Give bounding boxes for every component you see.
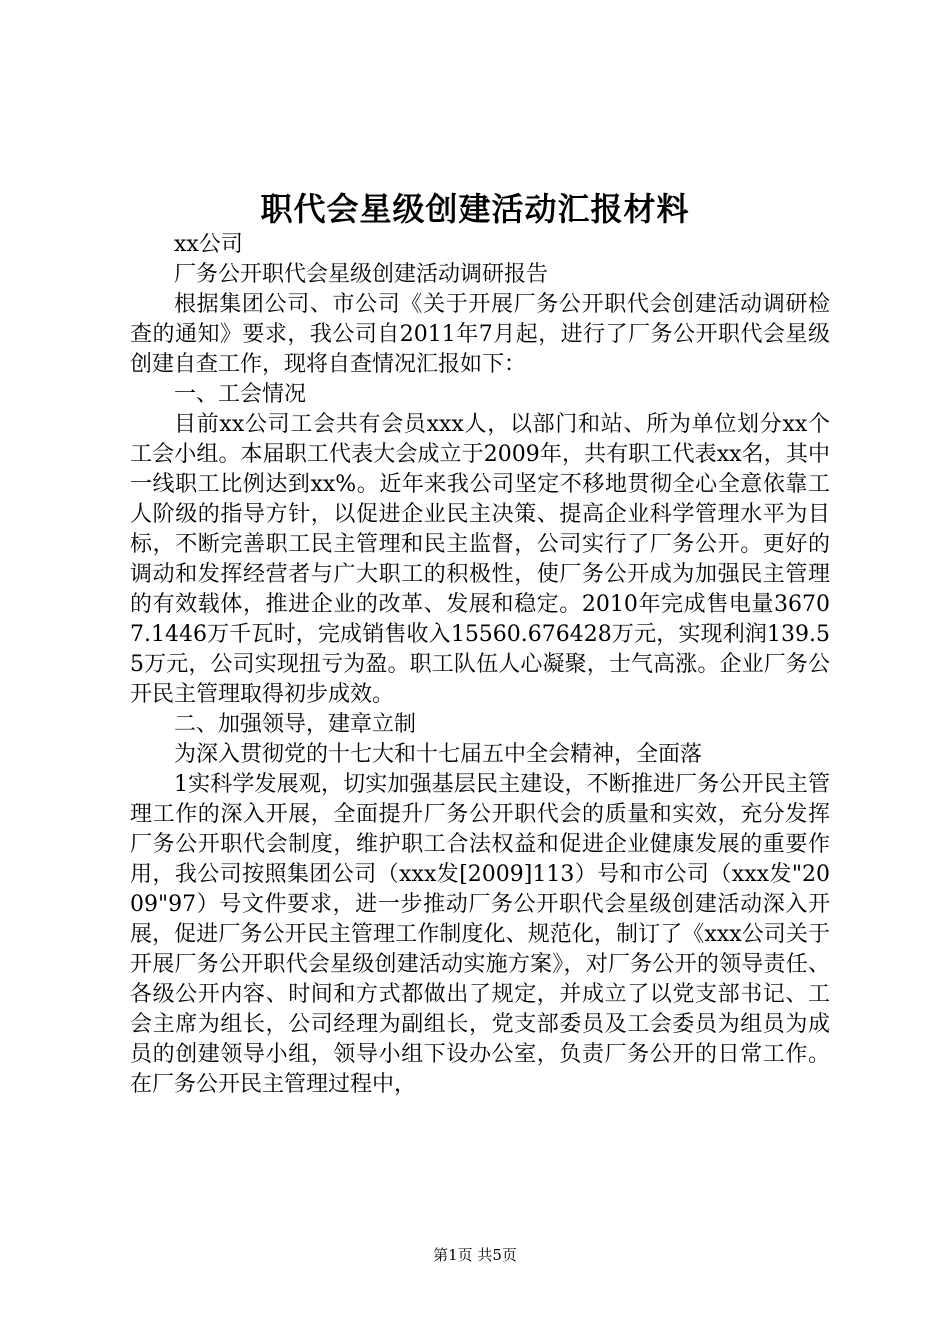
- page-number-footer: 第1页 共5页: [433, 1246, 517, 1264]
- paragraph-company: xx公司: [174, 232, 243, 257]
- paragraph-leadership-body: 1实科学发展观，切实加强基层民主建设，不断推进厂务公开民主管理工作的深入开展，全面提升厂务公开职代会的质量和实效，充分发挥厂务公开职代会制度，维护职工合法权益和促进企业健康发展的重要作用，我公司按照集团公司（xxx发[2009]113）号和市公司（xxx发"2009"97）号文件要求，进一步推动厂务公开职代会星级创建活动深入开展，促进厂务公开民主管理工作制度化、规范化，制订了《xxx公司关于开展厂务公开职代会星级创建活动实施方案》，对厂务公开的领导责任、各级公开内容、时间和方式都做出了规定，并成立了以党支部书记、工会主席为组长，公司经理为副组长，党支部委员及工会委员为组员为成员的创建领导小组，领导小组下设办公室，负责厂务公开的日常工作。在厂务公开民主管理过程中，: [130, 772, 830, 1097]
- document-title: 职代会星级创建活动汇报材料: [260, 190, 690, 228]
- document-body: [130, 230, 830, 1100]
- paragraph-union-situation: 目前xx公司工会共有会员xxx人，以部门和站、所为单位划分xx个工会小组。本届职工代表大会成立于2009年，共有职工代表xx名，其中一线职工比例达到xx%。近年来我公司坚定不移地贯彻全心全意依靠工人阶级的指导方针，以促进企业民主决策、提高企业科学管理水平为目标，不断完善职工民主管理和民主监督，公司实行了厂务公开。更好的调动和发挥经营者与广大职工的积极性，使厂务公开成为加强民主管理的有效载体，推进企业的改革、发展和稳定。2010年完成售电量36707.1446万千瓦时，完成销售收入15560.676428万元，实现利润139.55万元，公司实现扭亏为盈。职工队伍人心凝聚，士气高涨。企业厂务公开民主管理取得初步成效。: [130, 412, 830, 707]
- section-heading-union: 一、工会情况: [174, 382, 307, 407]
- section-heading-leadership: 二、加强领导，建章立制: [174, 712, 417, 737]
- paragraph-intro: 根据集团公司、市公司《关于开展厂务公开职代会创建活动调研检查的通知》要求，我公司自2011年7月起，进行了厂务公开职代会星级创建自查工作，现将自查情况汇报如下：: [130, 292, 830, 377]
- paragraph-leadership-start: 为深入贯彻党的十七大和十七届五中全会精神，全面落: [174, 742, 703, 767]
- paragraph-report-title: 厂务公开职代会星级创建活动调研报告: [174, 262, 549, 287]
